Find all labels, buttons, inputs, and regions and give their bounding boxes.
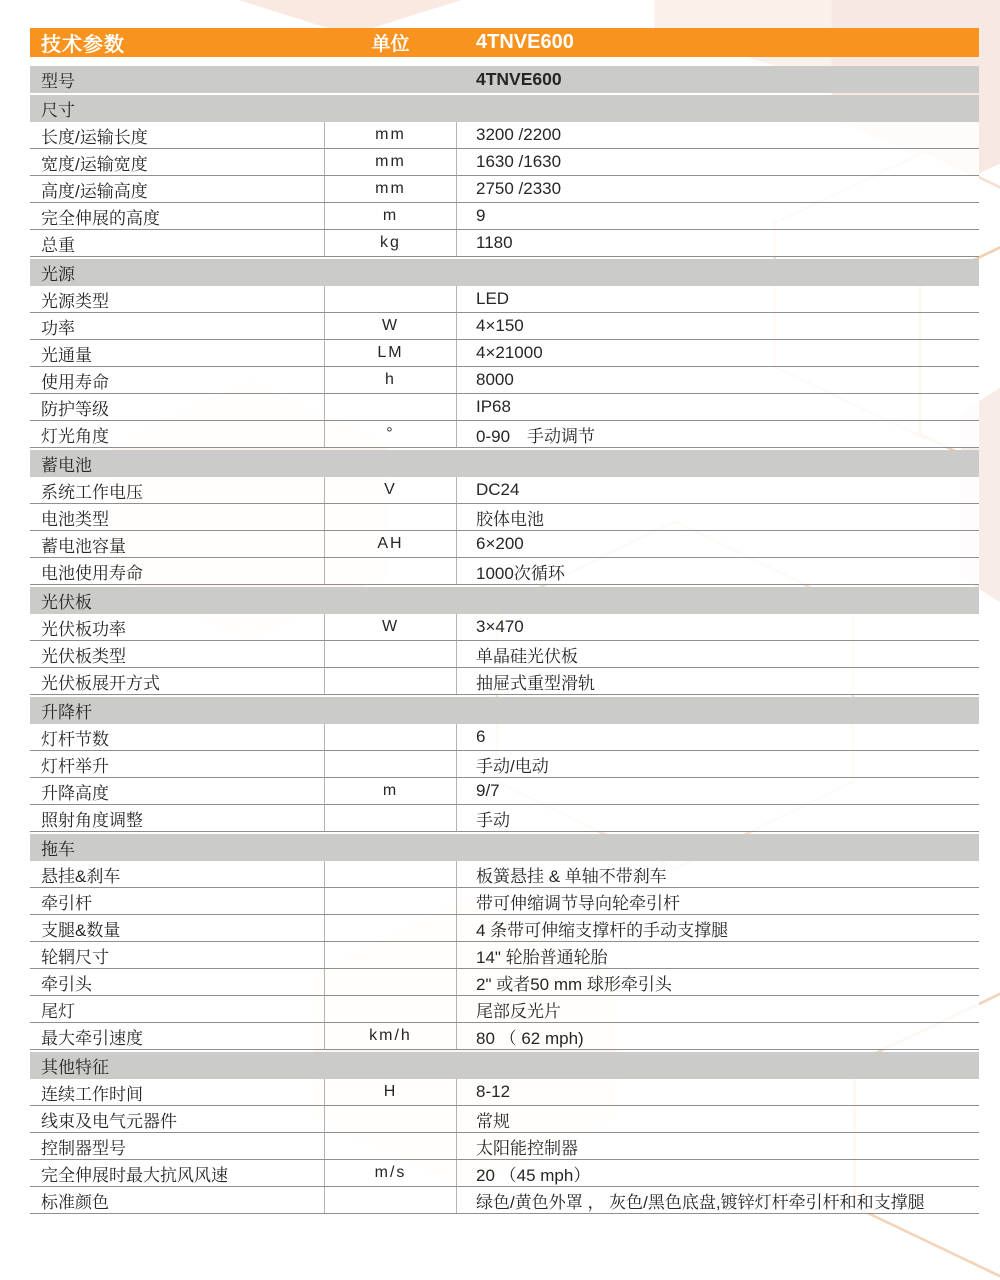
spacer (30, 57, 979, 66)
parameter-value: 板簧悬挂 & 单轴不带刹车 (476, 866, 667, 886)
parameter-unit: LM (324, 340, 457, 366)
parameter-name: 灯光角度 (41, 426, 109, 446)
section-header: 蓄电池 (30, 450, 979, 477)
parameter-unit (324, 1106, 457, 1132)
table-row (30, 504, 979, 531)
parameter-name: 完全伸展时最大抗风风速 (41, 1165, 228, 1185)
parameter-value: IP68 (476, 397, 511, 416)
table-row (30, 531, 979, 558)
parameter-name: 完全伸展的高度 (41, 208, 160, 228)
parameter-unit: AH (324, 531, 457, 557)
parameter-unit: kg (324, 230, 457, 256)
spec-table (30, 28, 979, 1214)
parameter-name: 牵引头 (41, 974, 92, 994)
table-row (30, 778, 979, 805)
table-row (30, 1133, 979, 1160)
header-unit-label: 单位 (371, 34, 410, 55)
table-row (30, 558, 979, 585)
table-row (30, 122, 979, 149)
parameter-value: 3200 /2200 (476, 125, 562, 144)
section-header: 拖车 (30, 834, 979, 861)
parameter-value: 3×470 (476, 617, 524, 636)
parameter-unit (324, 888, 457, 914)
parameter-value: 9/7 (476, 781, 500, 800)
parameter-value: 1180 (476, 233, 513, 252)
parameter-unit (324, 751, 457, 777)
parameter-name: 蓄电池容量 (41, 536, 126, 556)
parameter-unit: mm (324, 122, 457, 148)
parameter-value: LED (476, 289, 510, 308)
parameter-name: 长度/运输长度 (41, 127, 148, 147)
section-header: 光伏板 (30, 587, 979, 614)
parameter-value: 太阳能控制器 (476, 1138, 578, 1158)
table-row (30, 1023, 979, 1050)
parameter-name: 光源类型 (41, 291, 109, 311)
parameter-name: 光伏板类型 (41, 646, 126, 666)
table-row (30, 230, 979, 257)
parameter-unit: m/s (324, 1160, 457, 1186)
table-row (30, 1106, 979, 1133)
parameter-unit (324, 1133, 457, 1159)
table-row (30, 149, 979, 176)
parameter-unit (324, 861, 457, 887)
parameter-name: 牵引杆 (41, 893, 92, 913)
parameter-value: 1630 /1630 (476, 152, 562, 171)
parameter-value: 8-12 (476, 1082, 511, 1101)
parameter-unit: mm (324, 149, 457, 175)
parameter-name: 照射角度调整 (41, 810, 143, 830)
parameter-value: 2750 /2330 (476, 179, 562, 198)
table-row (30, 751, 979, 778)
table-row (30, 969, 979, 996)
parameter-name: 轮辋尺寸 (41, 947, 109, 967)
parameter-unit (324, 805, 457, 831)
parameter-value: 2" 或者50 mm 球形牵引头 (476, 974, 672, 994)
parameter-value: 带可伸缩调节导向轮牵引杆 (476, 893, 680, 913)
parameter-name: 标准颜色 (41, 1192, 109, 1212)
table-row (30, 724, 979, 751)
table-row (30, 176, 979, 203)
parameter-unit (324, 641, 457, 667)
parameter-value: 尾部反光片 (476, 1001, 561, 1021)
parameter-value: 6 (476, 727, 486, 746)
table-sections (30, 95, 979, 1214)
parameter-value: 20 （45 mph） (476, 1165, 591, 1185)
parameter-unit: mm (324, 176, 457, 202)
section-header: 升降杆 (30, 697, 979, 724)
parameter-unit (324, 996, 457, 1022)
parameter-value: 4 条带可伸缩支撑杆的手动支撑腿 (476, 920, 729, 940)
parameter-value: 14" 轮胎普通轮胎 (476, 947, 608, 967)
parameter-value: 4×150 (476, 316, 524, 335)
table-row (30, 996, 979, 1023)
parameter-value: 80 （ 62 mph) (476, 1028, 584, 1048)
parameter-name: 控制器型号 (41, 1138, 126, 1158)
parameter-name: 升降高度 (41, 783, 109, 803)
table-row (30, 641, 979, 668)
parameter-unit (324, 969, 457, 995)
parameter-name: 电池使用寿命 (41, 563, 143, 583)
table-header-row (30, 28, 979, 57)
parameter-value: 9 (476, 206, 486, 225)
parameter-name: 悬挂&刹车 (41, 866, 121, 886)
parameter-name: 宽度/运输宽度 (41, 154, 148, 174)
parameter-unit: h (324, 367, 457, 393)
table-row (30, 394, 979, 421)
table-row (30, 1160, 979, 1187)
parameter-unit: km/h (324, 1023, 457, 1049)
parameter-unit (324, 668, 457, 694)
model-label: 型号 (41, 72, 75, 91)
parameter-value: 胶体电池 (476, 509, 544, 529)
table-row (30, 942, 979, 969)
section-header: 其他特征 (30, 1052, 979, 1079)
parameter-name: 高度/运输高度 (41, 181, 148, 201)
table-row (30, 203, 979, 230)
parameter-name: 电池类型 (41, 509, 109, 529)
parameter-unit: m (324, 778, 457, 804)
parameter-name: 尾灯 (41, 1001, 75, 1021)
table-row (30, 313, 979, 340)
parameter-value: 6×200 (476, 534, 524, 553)
parameter-name: 灯杆举升 (41, 756, 109, 776)
header-parameters-label: 技术参数 (41, 34, 125, 56)
parameter-value: 手动/电动 (476, 756, 549, 776)
parameter-name: 光通量 (41, 345, 92, 365)
table-row (30, 367, 979, 394)
table-row (30, 888, 979, 915)
table-row (30, 477, 979, 504)
section-header: 尺寸 (30, 95, 979, 122)
parameter-name: 最大牵引速度 (41, 1028, 143, 1048)
parameter-name: 光伏板功率 (41, 619, 126, 639)
model-value: 4TNVE600 (476, 69, 562, 89)
parameter-unit (324, 724, 457, 750)
parameter-value: 绿色/黄色外罩 ， 灰色/黑色底盘,镀锌灯杆牵引杆和和支撑腿 (476, 1192, 925, 1212)
parameter-unit (324, 915, 457, 941)
table-row (30, 1187, 979, 1214)
parameter-name: 支腿&数量 (41, 920, 121, 940)
parameter-name: 使用寿命 (41, 372, 109, 392)
section-header: 光源 (30, 259, 979, 286)
parameter-unit: V (324, 477, 457, 503)
table-row (30, 286, 979, 313)
parameter-unit: ° (324, 421, 457, 447)
parameter-unit (324, 558, 457, 584)
parameter-value: 4×21000 (476, 343, 543, 362)
table-row (30, 340, 979, 367)
table-row (30, 915, 979, 942)
table-row (30, 1079, 979, 1106)
parameter-name: 线束及电气元器件 (41, 1111, 177, 1131)
parameter-unit (324, 1187, 457, 1213)
parameter-value: 抽屉式重型滑轨 (476, 673, 595, 693)
parameter-value: 单晶硅光伏板 (476, 646, 578, 666)
model-row (30, 66, 979, 93)
parameter-name: 系统工作电压 (41, 482, 143, 502)
table-row (30, 861, 979, 888)
header-model-label: 4TNVE600 (476, 31, 574, 53)
parameter-unit (324, 504, 457, 530)
parameter-unit: W (324, 313, 457, 339)
parameter-value: 0-90 手动调节 (476, 426, 596, 446)
parameter-unit: W (324, 614, 457, 640)
parameter-unit (324, 394, 457, 420)
parameter-name: 总重 (41, 235, 75, 255)
table-row (30, 668, 979, 695)
parameter-unit: H (324, 1079, 457, 1105)
parameter-name: 光伏板展开方式 (41, 673, 160, 693)
parameter-unit: m (324, 203, 457, 229)
parameter-name: 连续工作时间 (41, 1084, 143, 1104)
parameter-name: 防护等级 (41, 399, 109, 419)
parameter-name: 灯杆节数 (41, 729, 109, 749)
parameter-value: 手动 (476, 810, 510, 830)
parameter-value: 1000次循环 (476, 563, 565, 583)
parameter-unit (324, 286, 457, 312)
table-row (30, 805, 979, 832)
table-row (30, 614, 979, 641)
parameter-value: DC24 (476, 480, 520, 499)
parameter-name: 功率 (41, 318, 75, 338)
table-row (30, 421, 979, 448)
parameter-value: 8000 (476, 370, 514, 389)
parameter-unit (324, 942, 457, 968)
parameter-value: 常规 (476, 1111, 510, 1131)
